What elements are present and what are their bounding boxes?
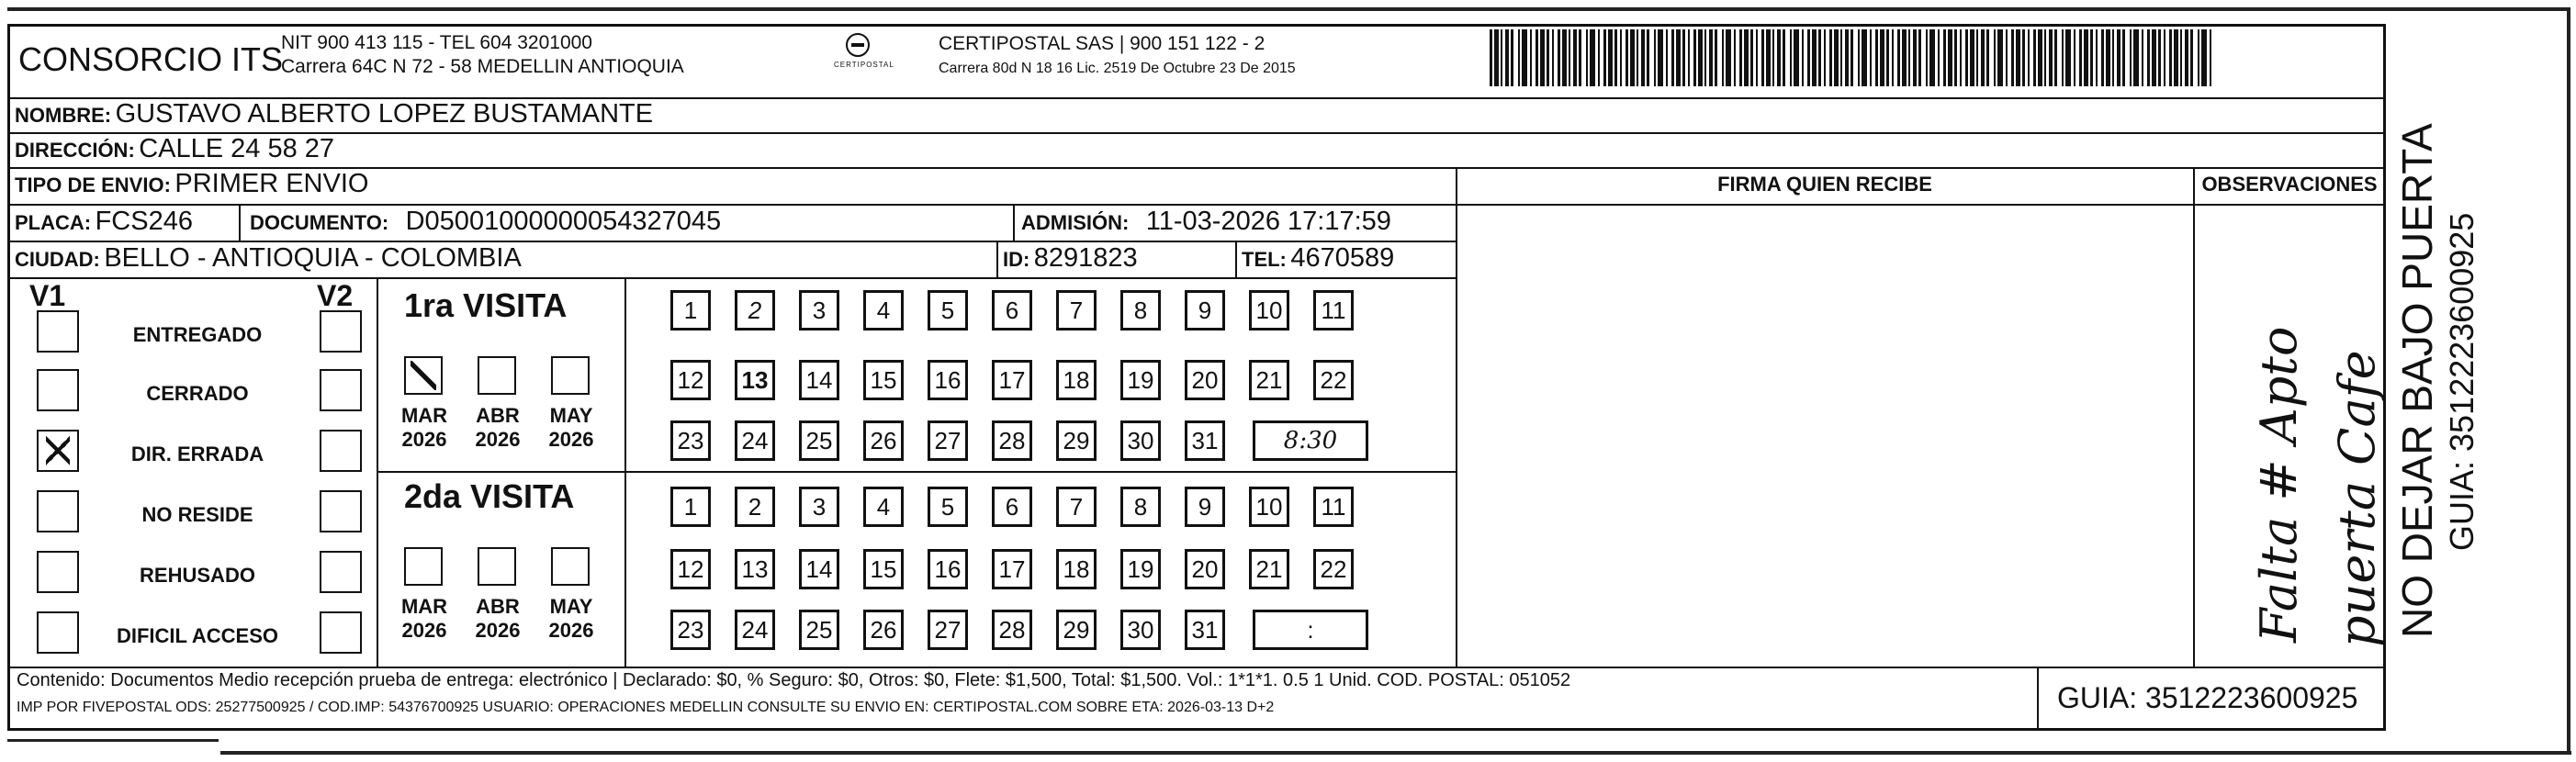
side-warning: NO DEJAR BAJO PUERTA <box>2393 123 2441 638</box>
status-label: REHUSADO <box>140 564 255 587</box>
cell-divider <box>239 204 241 241</box>
day-box[interactable]: 26 <box>863 610 904 650</box>
day-box[interactable]: 15 <box>863 549 904 589</box>
company-nit: NIT 900 413 115 - TEL 604 3201000 <box>281 32 592 53</box>
v1-label: V1 <box>29 279 66 312</box>
document-row <box>250 207 721 237</box>
admission-label: ADMISIÓN: <box>1021 211 1130 234</box>
month-label: MAY 2026 <box>548 404 594 451</box>
side-guide: GUIA: 3512223600925 <box>2443 212 2480 551</box>
company-address: Carrera 64C N 72 - 58 MEDELLIN ANTIOQUIA <box>281 56 684 77</box>
plate-label: PLACA: <box>15 211 92 234</box>
carrier-license: Carrera 80d N 18 16 Lic. 2519 De Octubre 23 De 2015 <box>939 61 1296 76</box>
day-box[interactable]: 20 <box>1185 360 1225 400</box>
second-visit-title: 2da VISITA <box>404 477 575 515</box>
day-box[interactable]: 11 <box>1313 290 1354 331</box>
company-info <box>281 31 684 79</box>
logo-mark-icon <box>846 33 870 57</box>
row-divider <box>1456 667 2386 668</box>
day-box[interactable]: 12 <box>670 360 711 400</box>
tel-value: 4670589 <box>1290 243 1395 273</box>
day-box[interactable]: 27 <box>928 610 968 650</box>
observations-label: OBSERVACIONES <box>2201 173 2378 196</box>
barcode <box>1490 29 2220 86</box>
day-box[interactable]: 28 <box>992 610 1032 650</box>
month-label: MAY 2026 <box>548 595 594 642</box>
day-box[interactable]: 2 <box>735 487 775 527</box>
name-value: GUSTAVO ALBERTO LOPEZ BUSTAMANTE <box>115 99 654 129</box>
v1-checkbox[interactable] <box>37 369 79 411</box>
v2-checkbox[interactable] <box>320 369 362 411</box>
v2-checkbox[interactable] <box>320 551 362 593</box>
month-label: MAR 2026 <box>400 404 448 451</box>
plate-row <box>15 207 193 237</box>
name-label: NOMBRE: <box>15 104 112 127</box>
id-row <box>1003 243 1138 274</box>
type-label: TIPO DE ENVIO: <box>15 174 171 196</box>
day-box[interactable]: 8 <box>1120 487 1161 527</box>
status-label: DIFICIL ACCESO <box>116 624 278 647</box>
time-box[interactable]: 8:30 <box>1253 420 1368 461</box>
cell-divider <box>996 241 998 277</box>
admission-row <box>1021 207 1391 237</box>
name-row <box>15 99 653 129</box>
day-box[interactable]: 10 <box>1249 290 1289 331</box>
day-box[interactable]: 13 <box>735 549 775 589</box>
observation-line-2: puerta Cafe <box>2328 350 2386 647</box>
document-value: D05001000000054327045 <box>405 207 722 236</box>
day-box[interactable]: 24 <box>735 610 775 650</box>
day-box[interactable]: 16 <box>928 360 968 400</box>
carrier-name: CERTIPOSTAL SAS | 900 151 122 - 2 <box>939 33 1266 54</box>
address-value: CALLE 24 58 27 <box>139 134 335 163</box>
address-label: DIRECCIÓN: <box>15 139 135 162</box>
day-box[interactable]: 25 <box>799 610 839 650</box>
month-checkbox[interactable] <box>478 356 516 395</box>
day-box[interactable]: 26 <box>863 420 904 461</box>
day-box[interactable]: 22 <box>1313 360 1354 400</box>
day-box[interactable]: 6 <box>992 290 1032 331</box>
day-box[interactable]: 17 <box>992 549 1032 589</box>
tel-label: TEL: <box>1242 248 1287 271</box>
day-box[interactable]: 20 <box>1185 549 1225 589</box>
month-checkbox[interactable] <box>404 547 443 586</box>
day-box[interactable]: 18 <box>1056 360 1097 400</box>
day-box[interactable]: 6 <box>992 487 1032 527</box>
cell-divider <box>2037 667 2039 731</box>
v2-label: V2 <box>317 279 354 312</box>
v1-checkbox[interactable] <box>37 490 79 532</box>
day-box[interactable]: 7 <box>1056 487 1097 527</box>
row-divider <box>1456 204 2386 206</box>
document-label: DOCUMENTO: <box>250 211 389 234</box>
company-name: CONSORCIO ITS <box>18 40 284 78</box>
day-box[interactable]: 23 <box>670 420 711 461</box>
day-box[interactable]: 19 <box>1120 360 1161 400</box>
row-divider <box>7 132 2386 134</box>
day-box[interactable]: 14 <box>799 549 839 589</box>
bottom-border <box>220 751 2571 755</box>
month-checkbox[interactable] <box>478 547 516 586</box>
type-row <box>15 169 368 199</box>
id-label: ID: <box>1003 248 1030 271</box>
city-row <box>15 243 522 274</box>
day-box[interactable]: 4 <box>863 290 904 331</box>
day-box[interactable]: 30 <box>1120 610 1161 650</box>
signature-label: FIRMA QUIEN RECIBE <box>1717 173 1932 196</box>
day-box[interactable]: 21 <box>1249 549 1289 589</box>
day-box[interactable]: 29 <box>1056 610 1097 650</box>
footer-divider <box>7 667 1456 668</box>
month-label: ABR 2026 <box>475 595 521 642</box>
type-value: PRIMER ENVIO <box>174 169 369 198</box>
status-label: ENTREGADO <box>132 323 263 346</box>
day-box[interactable]: 1 <box>670 290 711 331</box>
day-box[interactable]: 29 <box>1056 420 1097 461</box>
observations-divider <box>2193 167 2195 667</box>
day-box[interactable]: 17 <box>992 360 1032 400</box>
day-box[interactable]: 8 <box>1120 290 1161 331</box>
day-box[interactable]: 16 <box>928 549 968 589</box>
day-box[interactable]: 7 <box>1056 290 1097 331</box>
day-box[interactable]: 2 <box>735 290 775 331</box>
day-box[interactable]: 18 <box>1056 549 1097 589</box>
month-checkbox[interactable] <box>551 547 590 586</box>
city-label: CIUDAD: <box>15 248 100 271</box>
day-box[interactable]: 3 <box>799 487 839 527</box>
observation-line-1: Falta # Apto <box>2250 326 2308 643</box>
day-box[interactable]: 1 <box>670 487 711 527</box>
footer-content: Contenido: Documentos Medio recepción prueba de entrega: electrónico | Declarado: $0, % Seguro: $0, Otros: $0, Flete: $1,500, Total: $1,500. Vol.: 1*1*1. 0.5 1 Unid. COD. POSTAL: 051052 <box>17 670 1571 690</box>
right-border <box>2567 7 2570 753</box>
v1-checkbox[interactable] <box>37 430 79 472</box>
day-box[interactable]: 27 <box>928 420 968 461</box>
row-divider <box>7 241 1456 242</box>
status-label: CERRADO <box>146 382 249 405</box>
day-box[interactable]: 11 <box>1313 487 1354 527</box>
month-label: ABR 2026 <box>475 404 521 451</box>
id-value: 8291823 <box>1033 243 1138 273</box>
carrier-info <box>939 31 1296 81</box>
day-box[interactable]: 23 <box>670 610 711 650</box>
status-label: NO RESIDE <box>141 503 253 526</box>
plate-value: FCS246 <box>95 207 193 236</box>
v1-checkbox[interactable] <box>37 310 79 353</box>
day-box[interactable]: 9 <box>1185 487 1225 527</box>
month-checkbox[interactable] <box>404 356 443 395</box>
logo-text: CERTIPOSTAL <box>834 61 894 69</box>
day-box[interactable]: 10 <box>1249 487 1289 527</box>
row-divider <box>7 277 1456 279</box>
day-box[interactable]: 31 <box>1185 610 1225 650</box>
address-row <box>15 134 334 164</box>
month-checkbox[interactable] <box>551 356 590 395</box>
v2-checkbox[interactable] <box>320 490 362 532</box>
top-border <box>7 7 2570 11</box>
month-label: MAR 2026 <box>400 595 448 642</box>
row-divider <box>7 204 1456 206</box>
footer-guide: GUIA: 3512223600925 <box>2057 681 2358 714</box>
cell-divider <box>1235 241 1237 277</box>
day-box[interactable]: 9 <box>1185 290 1225 331</box>
admission-value: 11-03-2026 17:17:59 <box>1145 207 1391 236</box>
time-box[interactable]: : <box>1253 610 1368 650</box>
v2-checkbox[interactable] <box>320 611 362 654</box>
first-visit-title: 1ra VISITA <box>404 286 568 324</box>
v2-checkbox[interactable] <box>320 430 362 472</box>
city-value: BELLO - ANTIOQUIA - COLOMBIA <box>104 243 522 273</box>
visit-divider <box>377 471 1456 473</box>
day-box[interactable]: 28 <box>992 420 1032 461</box>
status-label: DIR. ERRADA <box>130 443 264 465</box>
day-box[interactable]: 4 <box>863 487 904 527</box>
v1-checkbox[interactable] <box>37 611 79 654</box>
certipostal-logo <box>834 33 894 81</box>
day-box[interactable]: 31 <box>1185 420 1225 461</box>
day-box[interactable]: 12 <box>670 549 711 589</box>
day-box[interactable]: 3 <box>799 290 839 331</box>
day-box[interactable]: 30 <box>1120 420 1161 461</box>
day-box[interactable]: 21 <box>1249 360 1289 400</box>
v1-checkbox[interactable] <box>37 551 79 593</box>
footer-imp: IMP POR FIVEPOSTAL ODS: 25277500925 / COD.IMP: 54376700925 USUARIO: OPERACIONES MEDELLIN CONSULTE SU ENVIO EN: CERTIPOSTAL.COM SOBRE ETA: 2026-03-13 D+2 <box>17 700 1275 715</box>
signature-divider <box>1456 167 1457 667</box>
day-box[interactable]: 14 <box>799 360 839 400</box>
day-box[interactable]: 19 <box>1120 549 1161 589</box>
cell-divider <box>1013 204 1015 241</box>
day-box[interactable]: 22 <box>1313 549 1354 589</box>
bottom-border-left <box>7 739 219 742</box>
day-box[interactable]: 5 <box>928 290 968 331</box>
day-box[interactable]: 13 <box>735 360 775 400</box>
tel-row <box>1242 243 1394 274</box>
day-box[interactable]: 5 <box>928 487 968 527</box>
day-box[interactable]: 15 <box>863 360 904 400</box>
day-box[interactable]: 25 <box>799 420 839 461</box>
day-box[interactable]: 24 <box>735 420 775 461</box>
v2-checkbox[interactable] <box>320 310 362 353</box>
